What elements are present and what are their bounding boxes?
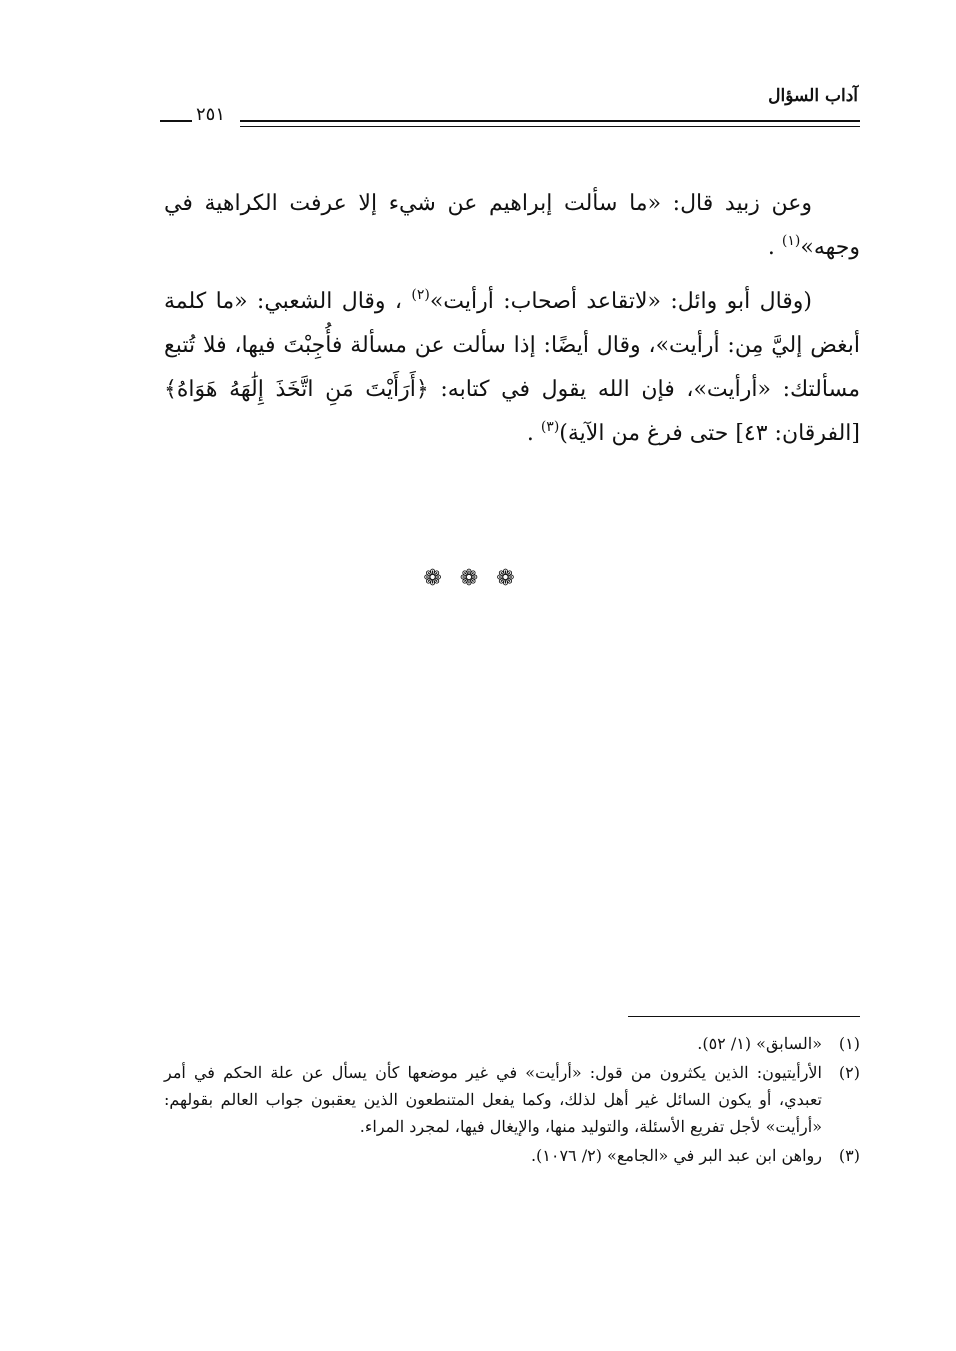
footnote-text: «السابق» (١/ ٥٢).: [697, 1034, 822, 1053]
header-rule: [240, 120, 860, 122]
footnote-text: الأرأيتيون: الذين يكثرون من قول: «أرأيت» في غير موضعها كأن يسأل عن علة الحكم في أمر تعبدي، أو يكون السائل غير أهل لذلك، وكما يفعل المتنطعون الذين يعقبون جواب العالم بقولهم: «أرأيت» لأجل تفريع الأسئلة، والتوليد منها، والإيغال فيها، لمجرد المراء.: [164, 1063, 822, 1136]
footnote-ref-2: (٢): [411, 287, 430, 303]
footnote-1: [164, 1030, 860, 1057]
paragraph-text: وعن زبيد قال: «ما سألت إبراهيم عن شيء إلا عرفت الكراهية في وجهه»: [164, 191, 860, 260]
paragraph-tail: .: [767, 235, 782, 260]
footnotes: [164, 1030, 860, 1171]
footnote-number: (١): [838, 1034, 860, 1053]
footnote-text: رواهن ابن عبد البر في «الجامع» (٢/ ١٠٧٦).: [530, 1146, 822, 1165]
paragraph-tail: .: [526, 421, 541, 446]
paragraph-text: (وقال أبو وائل: «لاتقاعد أصحاب: أرأيت»: [429, 289, 812, 314]
footnote-number: (٢): [838, 1063, 860, 1082]
header-rule-short: [160, 120, 192, 122]
paragraph-text-continued: ، وقال الشعبي: «ما كلمة أبغض إليَّ مِن: أرأيت»، وقال أيضًا: إذا سألت عن مسألة فأُجِبْتَ فيها، فلا تُتبع مسألتك: «أرأيت»، فإن الله يقول في كتابه: ﴿أَرَأَيْتَ مَنِ اتَّخَذَ إِلَٰهَهُ هَوَاهُ﴾ [الفرقان: ٤٣] حتى فرغ من الآية): [164, 289, 860, 446]
page-number: ٢٥١: [196, 104, 226, 125]
footnote-3: [164, 1142, 860, 1169]
paragraph-abu-wail: [164, 280, 860, 456]
body-text: [164, 182, 860, 456]
section-divider-ornament: ❁❁❁: [423, 566, 533, 591]
footnote-ref-1: (١): [781, 233, 801, 249]
running-title: آداب السؤال: [768, 86, 858, 106]
footnote-rule: [628, 1016, 860, 1017]
footnote-ref-3: (٣): [540, 419, 560, 435]
paragraph-zubayd: [164, 182, 860, 270]
footnote-2: [164, 1059, 860, 1140]
footnote-number: (٣): [838, 1146, 860, 1165]
